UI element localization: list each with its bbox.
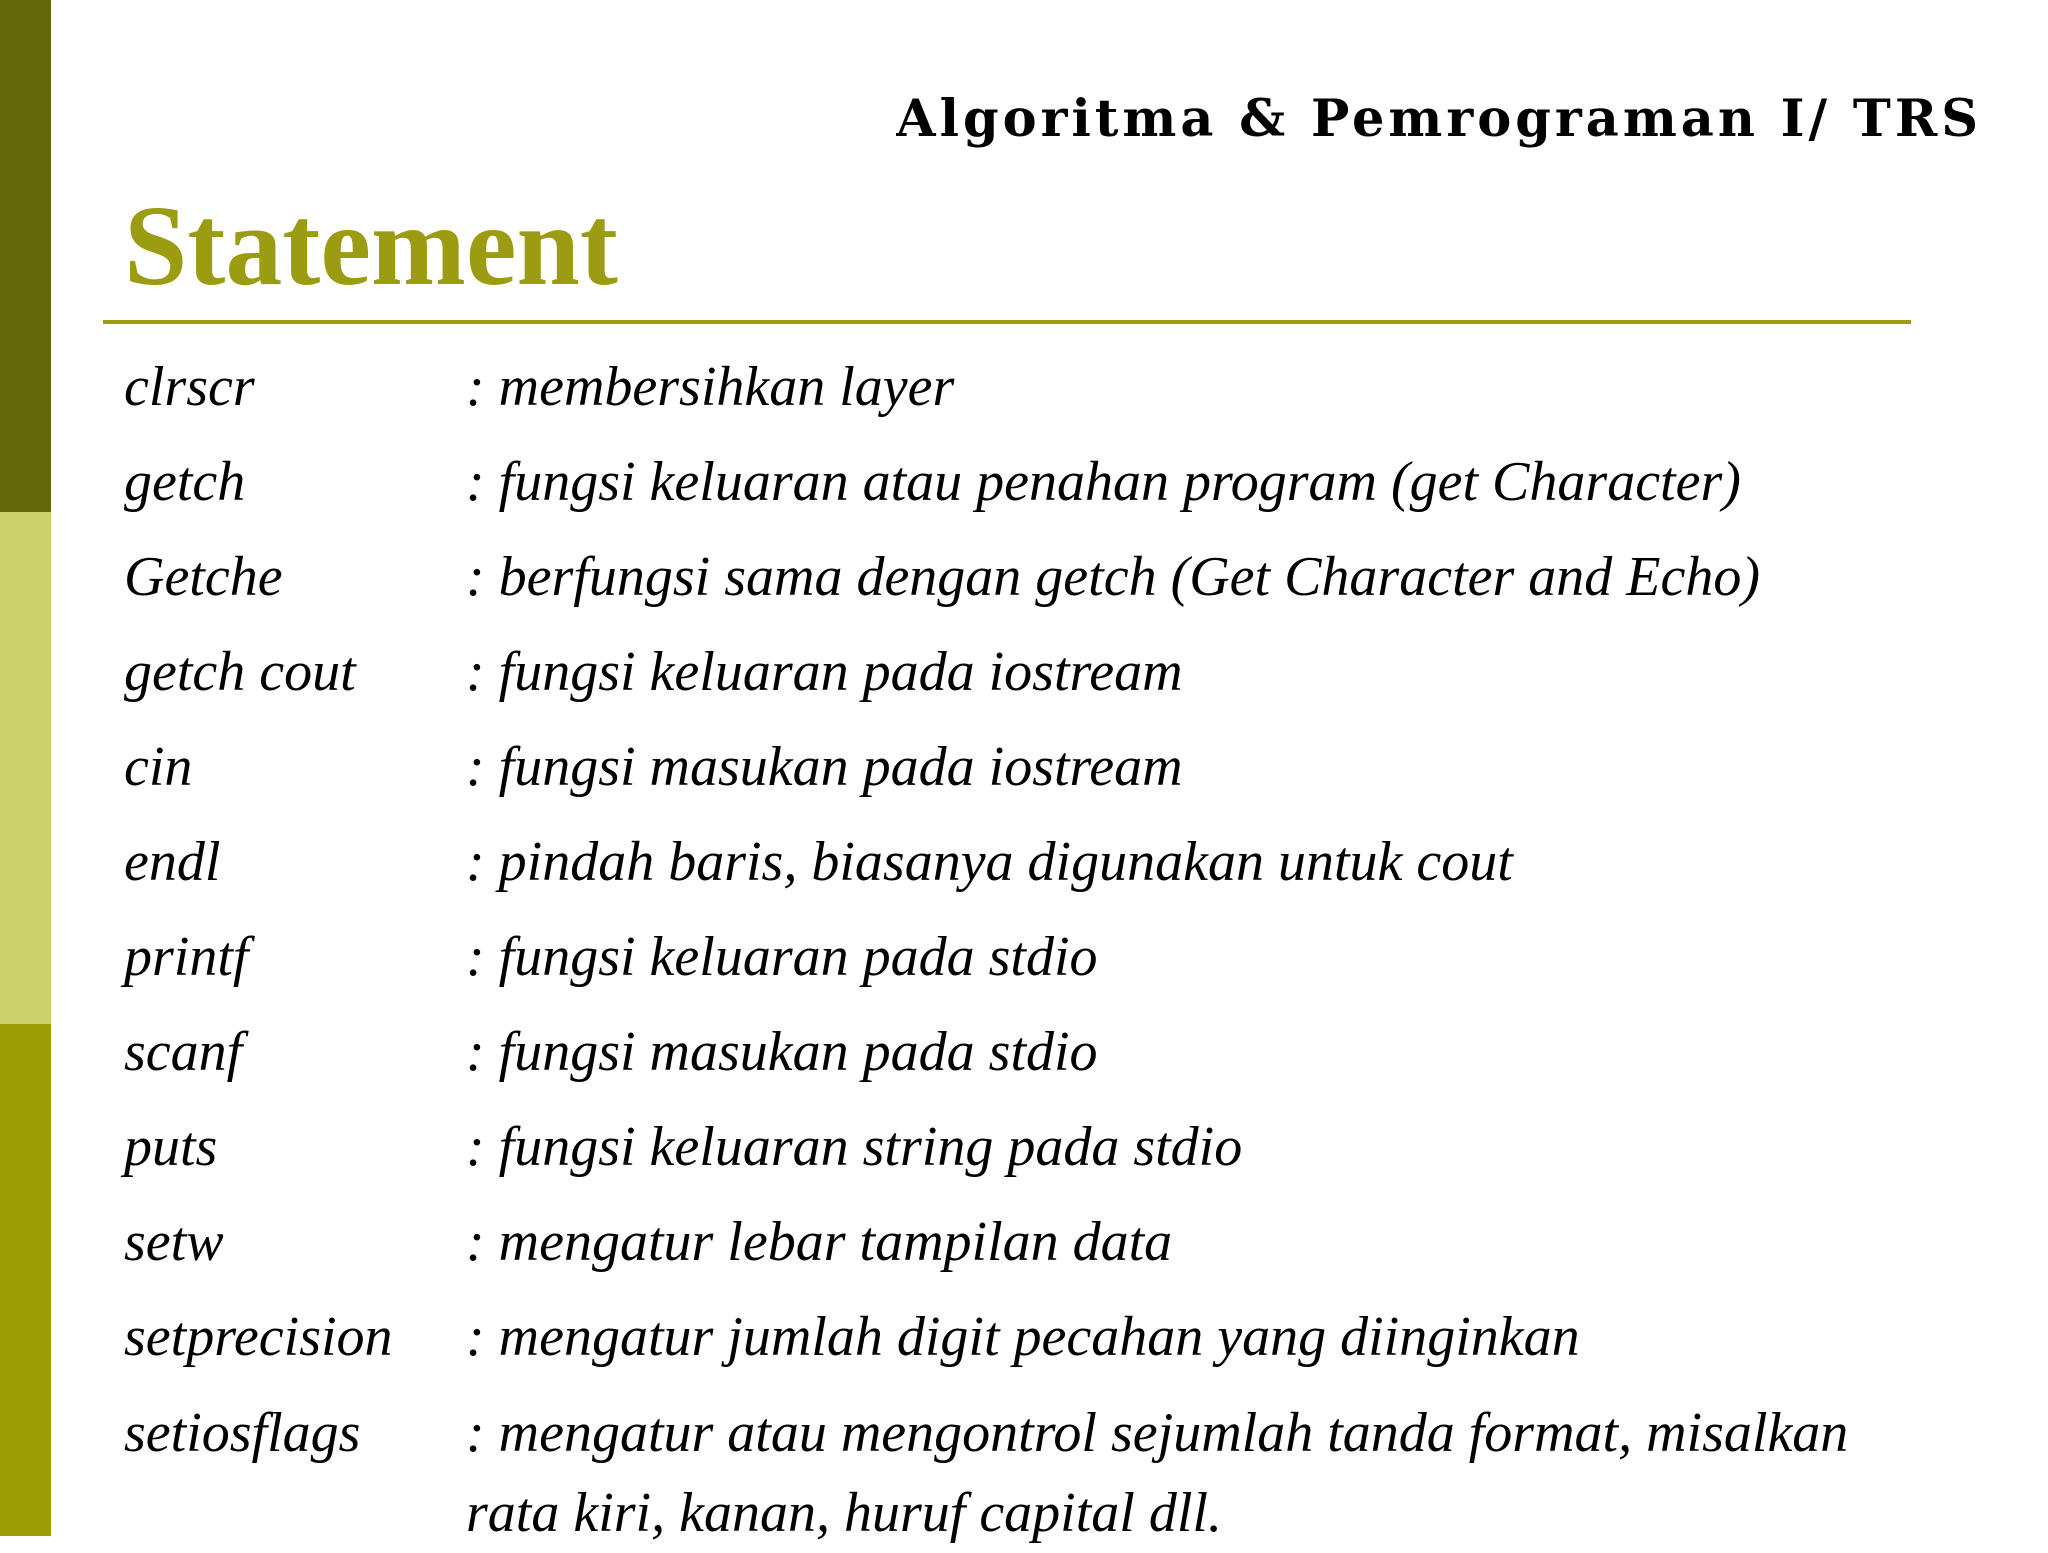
statement-term: setw — [124, 1211, 224, 1273]
statement-term: setiosflags — [124, 1402, 361, 1464]
statement-description: : pindah baris, biasanya digunakan untuk cout — [466, 831, 1513, 893]
course-title: Algoritma & Pemrograman I/ TRS — [896, 89, 1983, 149]
statement-row — [124, 1005, 1924, 1100]
sidebar-segment-middle — [0, 512, 51, 1024]
statement-row — [124, 1290, 1924, 1385]
statement-row — [124, 340, 1924, 435]
statement-row — [124, 625, 1924, 720]
sidebar-segment-bottom — [0, 1024, 51, 1536]
statement-row — [124, 1195, 1924, 1290]
sidebar-segment-top — [0, 0, 51, 512]
statement-list — [124, 340, 1924, 1553]
statement-description: : fungsi masukan pada iostream — [466, 736, 1183, 798]
statement-row — [124, 720, 1924, 815]
statement-term: scanf — [124, 1021, 243, 1083]
statement-description: : membersihkan layer — [466, 356, 955, 418]
statement-row — [124, 1100, 1924, 1195]
statement-description: : mengatur atau mengontrol sejumlah tanda format, misalkan rata kiri, kanan, huruf capital dll. — [466, 1402, 1849, 1544]
statement-term: cin — [124, 736, 193, 798]
statement-description: : berfungsi sama dengan getch (Get Character and Echo) — [466, 546, 1760, 608]
statement-description: : fungsi keluaran pada iostream — [466, 641, 1183, 703]
statement-term: getch — [124, 451, 246, 513]
statement-description: : fungsi keluaran string pada stdio — [466, 1116, 1243, 1178]
statement-description: : mengatur lebar tampilan data — [466, 1211, 1173, 1273]
statement-row — [124, 435, 1924, 530]
slide-title: Statement — [124, 182, 618, 309]
statement-description: : fungsi masukan pada stdio — [466, 1021, 1098, 1083]
statement-term: clrscr — [124, 356, 255, 418]
statement-row — [124, 910, 1924, 1005]
statement-term: Getche — [124, 546, 283, 608]
title-divider — [103, 320, 1911, 324]
statement-term: endl — [124, 831, 221, 893]
statement-term: puts — [124, 1116, 218, 1178]
sidebar-color-bar — [0, 0, 51, 1536]
statement-term: setprecision — [124, 1306, 393, 1368]
statement-row — [124, 815, 1924, 910]
statement-description: : mengatur jumlah digit pecahan yang diinginkan — [466, 1306, 1580, 1368]
statement-row — [124, 530, 1924, 625]
statement-term: printf — [124, 926, 249, 988]
statement-description: : fungsi keluaran atau penahan program (get Character) — [466, 451, 1741, 513]
statement-description: : fungsi keluaran pada stdio — [466, 926, 1098, 988]
statement-term: getch cout — [124, 641, 356, 703]
statement-row — [124, 1385, 1924, 1553]
